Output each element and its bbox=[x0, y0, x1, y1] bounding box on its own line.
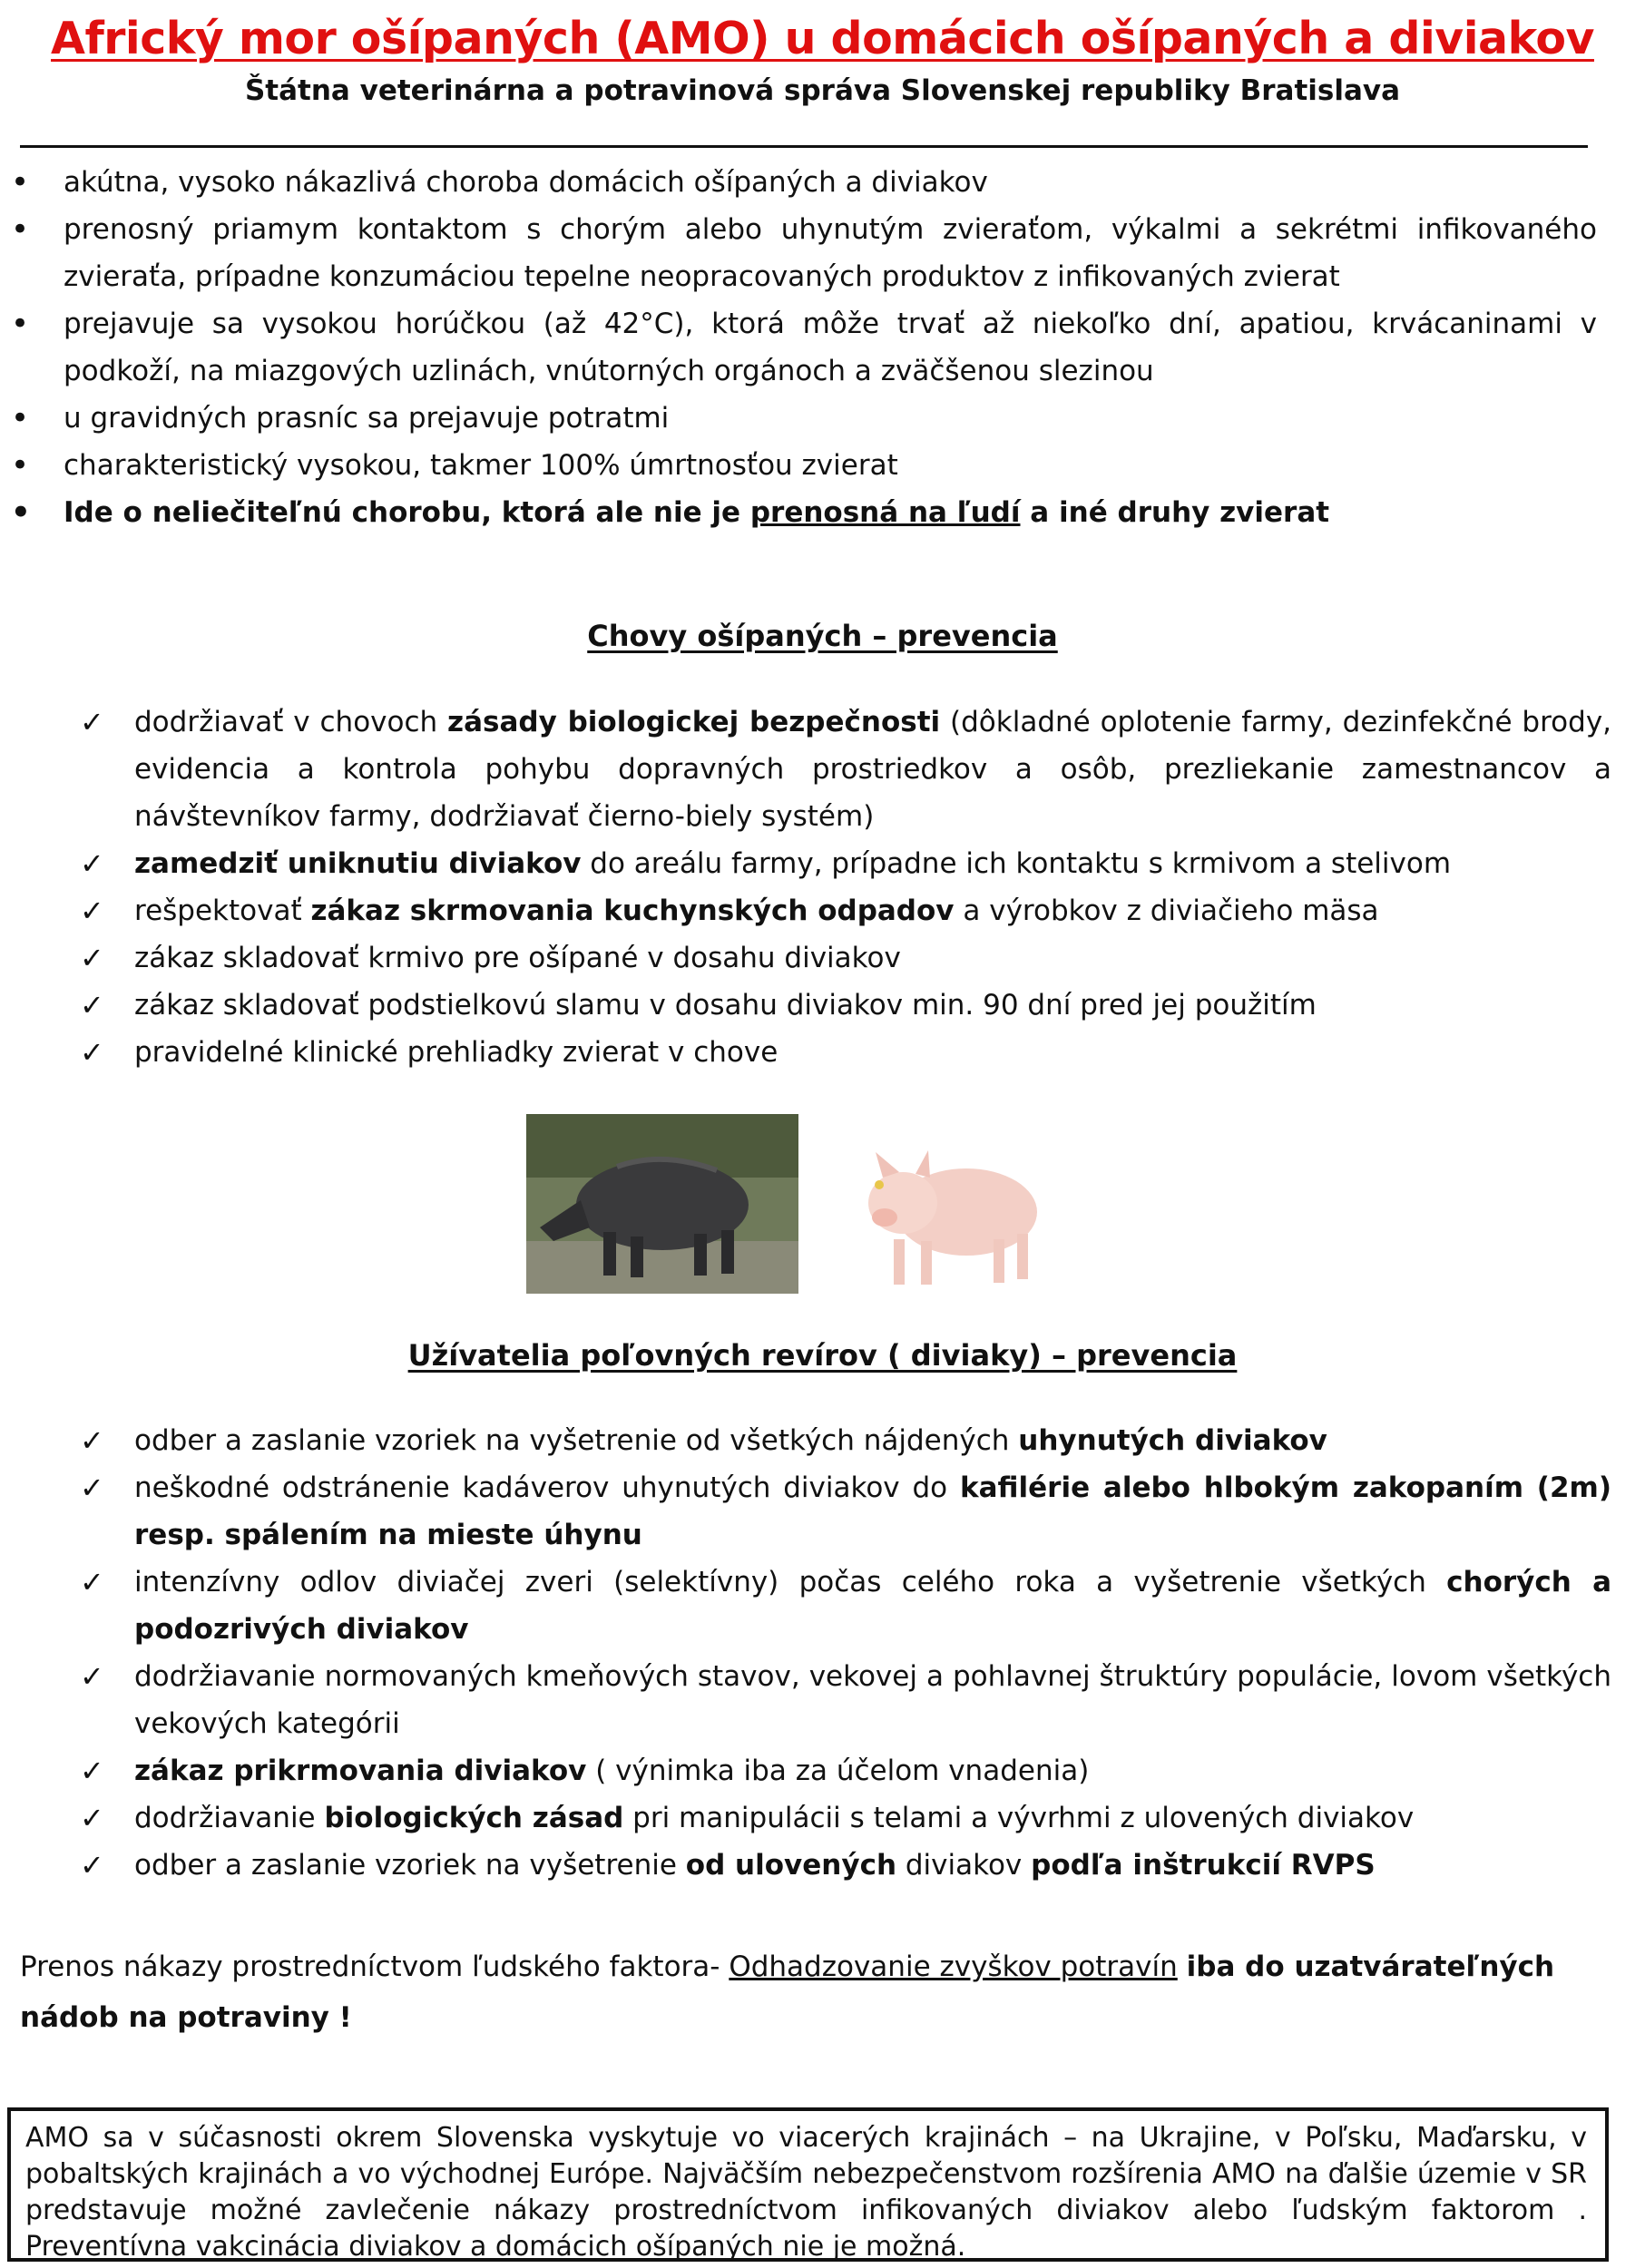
hunting-prevention-list bbox=[134, 1417, 1611, 1889]
wild-boar-photo bbox=[526, 1114, 798, 1294]
hunting-heading: Užívatelia poľovných revírov ( diviaky) – prevencia bbox=[407, 1338, 1238, 1373]
document-subtitle: Štátna veterinárna a potravinová správa Slovenskej republiky Bratislava bbox=[244, 74, 1401, 107]
text-run: odber a zaslanie vzoriek na vyšetrenie od všetkých nájdených bbox=[134, 1424, 1019, 1457]
list-item bbox=[134, 840, 1611, 887]
list-item bbox=[134, 1417, 1611, 1464]
illustrations bbox=[0, 1114, 1645, 1300]
human-factor-paragraph bbox=[20, 1941, 1599, 2043]
text-run: Ide o neliečiteľnú chorobu, ktorá ale nie je bbox=[64, 496, 750, 529]
header-divider bbox=[20, 145, 1588, 148]
text-run: dodržiavanie bbox=[134, 1802, 325, 1834]
disease-facts-list bbox=[64, 159, 1597, 536]
list-item-highlight bbox=[64, 489, 1597, 536]
list-item: • prenosný priamym kontaktom s chorým alebo uhynutým zvieraťom, výkalmi a sekrétmi infikovaného zvieraťa, prípadne konzumáciou tepelne neopracovaných produktov z infikovaných zvierat bbox=[64, 206, 1597, 300]
text-run: zákaz prikrmovania diviakov bbox=[134, 1755, 587, 1787]
text-run: (dôkladné oplotenie farmy, dezinfekčné brody, evidencia a kontrola pohybu dopravných prostriedkov a osôb, prezliekanie zamestnancov a návštevníkov farmy, dodržiavať čierno-biely systém) bbox=[134, 706, 1612, 833]
list-item: • charakteristický vysokou, takmer 100% úmrtnosťou zvierat bbox=[64, 442, 1597, 489]
text-run: a výrobkov z diviačieho mäsa bbox=[954, 894, 1379, 927]
text-run: diviakov bbox=[896, 1849, 1032, 1882]
text-run: a iné druhy zvierat bbox=[1020, 496, 1330, 529]
text-run: Odhadzovanie zvyškov potravín bbox=[729, 1950, 1178, 1983]
list-item bbox=[134, 1747, 1611, 1794]
text-run: biologických zásad bbox=[324, 1802, 624, 1834]
list-item bbox=[134, 1842, 1611, 1889]
text-run: zamedziť uniknutiu diviakov bbox=[134, 847, 582, 880]
list-item bbox=[134, 1464, 1611, 1559]
text-run: chorých a podozrivých diviakov bbox=[134, 1566, 1611, 1646]
piglet-photo bbox=[839, 1132, 1057, 1295]
text-run: zásady biologickej bezpečnosti bbox=[447, 706, 941, 738]
list-item bbox=[134, 1794, 1611, 1842]
list-item: • prejavuje sa vysokou horúčkou (až 42°C), ktorá môže trvať až niekoľko dní, apatiou, krvácaninami v podkoží, na miazgových uzlinách, vnútorných orgánoch a zväčšenou slezinou bbox=[64, 300, 1597, 395]
text-run: podľa inštrukcií RVPS bbox=[1031, 1849, 1376, 1882]
text-run: intenzívny odlov diviačej zveri (selektívny) počas celého roka a vyšetrenie všetkých bbox=[134, 1566, 1447, 1598]
list-item bbox=[134, 887, 1611, 934]
text-run: ( výnimka iba za účelom vnadenia) bbox=[586, 1755, 1090, 1787]
list-item bbox=[134, 699, 1611, 840]
text-run: iba do uzatvárateľných nádob na potraviny ! bbox=[20, 1950, 1555, 2034]
text-run: dodržiavať v chovoch bbox=[134, 706, 448, 738]
farms-heading: Chovy ošípaných – prevencia bbox=[587, 619, 1058, 653]
list-item: ✓ dodržiavanie normovaných kmeňových stavov, vekovej a pohlavnej štruktúry populácie, lovom všetkých vekových kategórii bbox=[134, 1653, 1611, 1747]
list-item: ✓ zákaz skladovať krmivo pre ošípané v dosahu diviakov bbox=[134, 934, 1611, 982]
list-item: • akútna, vysoko nákazlivá choroba domácich ošípaných a diviakov bbox=[64, 159, 1597, 206]
farms-prevention-list bbox=[134, 699, 1611, 1076]
text-run: zákaz skrmovania kuchynských odpadov bbox=[310, 894, 955, 927]
text-run: rešpektovať bbox=[134, 894, 311, 927]
list-item bbox=[134, 1559, 1611, 1653]
text-run: prenosná na ľudí bbox=[749, 496, 1021, 529]
text-run: do areálu farmy, prípadne ich kontaktu s krmivom a stelivom bbox=[581, 847, 1452, 880]
text-run: odber a zaslanie vzoriek na vyšetrenie bbox=[134, 1849, 686, 1882]
list-item: ✓ pravidelné klinické prehliadky zvierat v chove bbox=[134, 1029, 1611, 1076]
text-run: od ulovených bbox=[685, 1849, 897, 1882]
list-item: • u gravidných prasníc sa prejavuje potratmi bbox=[64, 395, 1597, 442]
list-item: ✓ zákaz skladovať podstielkovú slamu v dosahu diviakov min. 90 dní pred jej použitím bbox=[134, 982, 1611, 1029]
text-run: Prenos nákazy prostredníctvom ľudského faktora- bbox=[20, 1950, 729, 1983]
text-run bbox=[1178, 1950, 1187, 1983]
text-run: pri manipulácii s telami a vývrhmi z ulovených diviakov bbox=[623, 1802, 1415, 1834]
text-run: neškodné odstránenie kadáverov uhynutých diviakov do bbox=[134, 1471, 960, 1504]
text-run: kafilérie alebo hlbokým zakopaním (2m) resp. spálením na mieste úhynu bbox=[134, 1471, 1611, 1551]
text-run: uhynutých diviakov bbox=[1018, 1424, 1327, 1457]
document-title: Africký mor ošípaných (AMO) u domácich ošípaných a diviakov bbox=[51, 13, 1594, 64]
notice-box: AMO sa v súčasnosti okrem Slovenska vyskytuje vo viacerých krajinách – na Ukrajine, v Poľsku, Maďarsku, v pobaltských krajinách a vo východnej Európe. Najväčším nebezpečenstvom rozšírenia AMO na ďalšie územie v SR predstavuje možné zavlečenie nákazy prostredníctvom infikovaných diviakov alebo ľudským faktorom . Preventívna vakcinácia diviakov a domácich ošípaných nie je možná. bbox=[7, 2107, 1609, 2262]
